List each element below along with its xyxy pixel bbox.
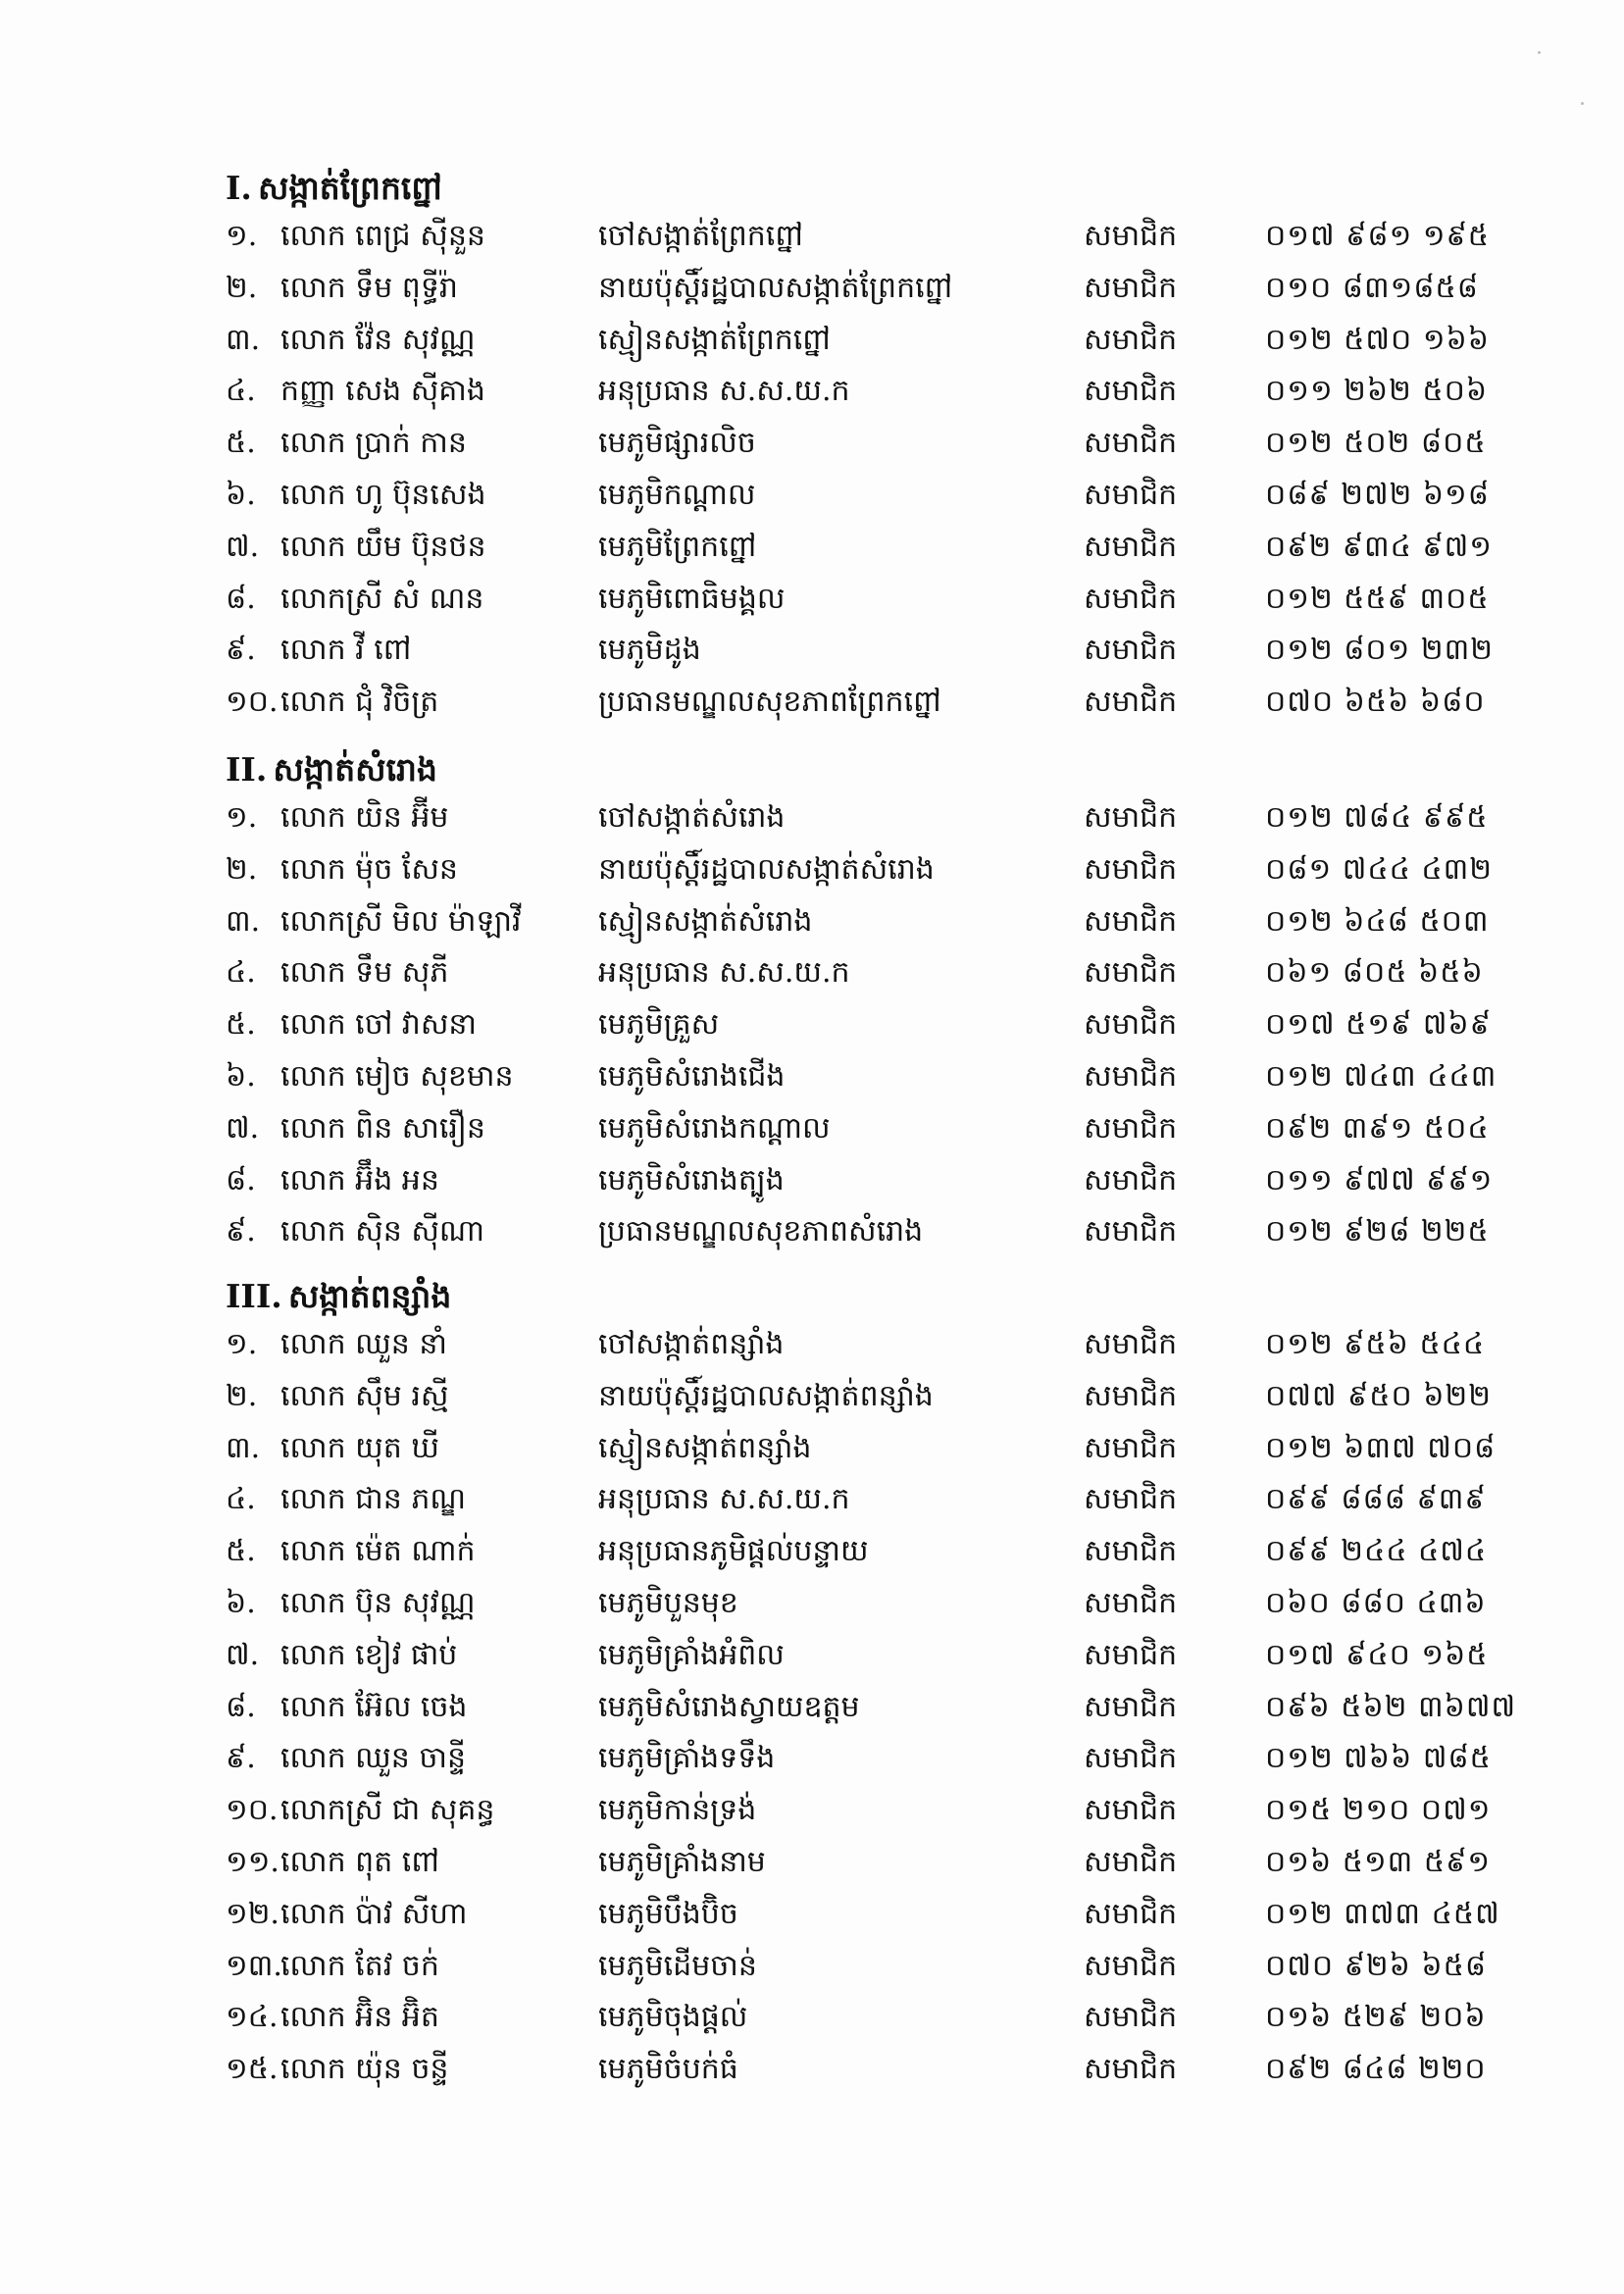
member-name: លោក ហូ ប៊ុនសេង xyxy=(280,478,486,512)
member-row xyxy=(0,211,1624,262)
member-role: សមាជិក xyxy=(1084,1690,1178,1724)
member-number: ៩. xyxy=(226,1741,256,1775)
member-name: លោក ឈួន ចាន្ទី xyxy=(280,1741,466,1775)
member-role: សមាជិក xyxy=(1084,530,1178,564)
member-row xyxy=(0,1155,1624,1206)
member-phone: ០៩២ ៨៤៨ ២២០ xyxy=(1265,2052,1487,2086)
member-number: ៩. xyxy=(226,633,256,667)
member-position: មេភូមិគ្រាំងទទឹង xyxy=(598,1741,776,1775)
member-role: សមាជិក xyxy=(1084,219,1178,253)
member-name: លោកស្រី មិល ម៉ាឡាវី xyxy=(280,904,522,939)
member-role: សមាជិក xyxy=(1084,1059,1178,1094)
member-name: លោក ប្រាក់ កាន xyxy=(280,426,467,460)
member-position: មេភូមិផ្សារលិច xyxy=(598,426,756,460)
member-position: អនុប្រធាន ស.ស.យ.ក xyxy=(598,955,850,990)
member-number: ១៣. xyxy=(226,1949,282,1983)
member-row xyxy=(0,1319,1624,1370)
member-position: មេភូមិបួនមុខ xyxy=(598,1586,738,1620)
member-name: លោក មៀច សុខមាន xyxy=(280,1059,514,1094)
member-role: សមាជិក xyxy=(1084,955,1178,990)
member-position: ស្មៀនសង្កាត់ព្រែកព្នៅ xyxy=(598,323,831,357)
member-role: សមាជិក xyxy=(1084,685,1178,719)
member-role: សមាជិក xyxy=(1084,1534,1178,1568)
section-heading xyxy=(226,1271,451,1322)
member-row xyxy=(0,1992,1624,2043)
section-title: សង្កាត់ពន្សាំង xyxy=(287,1277,452,1315)
member-row xyxy=(0,625,1624,676)
member-number: ៣. xyxy=(226,1431,261,1465)
member-number: ១១. xyxy=(226,1845,279,1879)
member-role: សមាជិក xyxy=(1084,1379,1178,1413)
member-row xyxy=(0,844,1624,895)
member-number: ១០. xyxy=(226,1793,279,1827)
member-position: នាយប៉ុស្តិ៍រដ្ឋបាលសង្កាត់សំរោង xyxy=(598,852,935,887)
member-role: សមាជិក xyxy=(1084,1586,1178,1620)
member-position: មេភូមិគ្រាំងអំពិល xyxy=(598,1638,785,1672)
member-number: ៥. xyxy=(226,1534,256,1568)
member-role: សមាជិក xyxy=(1084,1897,1178,1931)
member-position: ចៅសង្កាត់សំរោង xyxy=(598,800,786,835)
member-row xyxy=(0,1682,1624,1733)
member-phone: ០១៧ ៩៤០ ១៦៥ xyxy=(1265,1638,1489,1672)
member-position: មេភូមិគ្រួស xyxy=(598,1007,720,1042)
member-number: ១៥. xyxy=(226,2052,279,2086)
member-number: ៦. xyxy=(226,478,256,512)
member-name: លោក ជាន ភណ្ឌ xyxy=(280,1482,466,1516)
member-role: សមាជិក xyxy=(1084,2052,1178,2086)
member-phone: ០១២ ៩៥៦ ៥៤៤ xyxy=(1265,1327,1486,1361)
member-position: មេភូមិគ្រាំងនាម xyxy=(598,1845,766,1879)
member-role: សមាជិក xyxy=(1084,2000,1178,2034)
member-number: ២. xyxy=(226,271,258,305)
member-phone: ០១៦ ៥២៩ ២០៦ xyxy=(1265,2000,1487,2034)
member-role: សមាជិក xyxy=(1084,1949,1178,1983)
member-position: ប្រធានមណ្ឌលសុខភាពព្រែកព្នៅ xyxy=(598,685,941,719)
member-name: លោក ប៉ាវ សីហា xyxy=(280,1897,468,1931)
member-number: ៩. xyxy=(226,1214,256,1249)
section-roman-numeral: II. xyxy=(226,750,268,789)
member-role: សមាជិក xyxy=(1084,1163,1178,1198)
member-name: លោក ពិន សារឿន xyxy=(280,1111,485,1146)
member-phone: ០៩២ ៣៩១ ៥០៤ xyxy=(1265,1111,1490,1146)
scan-speck xyxy=(1581,102,1584,105)
member-phone: ០១៧ ៥១៩ ៧៦៩ xyxy=(1265,1007,1492,1042)
member-phone: ០៧០ ៩២៦ ៦៥៨ xyxy=(1265,1949,1488,1983)
member-name: លោក ពេជ្រ ស៊ីនួន xyxy=(280,219,485,253)
member-position: មេភូមិចំបក់ធំ xyxy=(598,2052,738,2086)
section-title: សង្កាត់ព្រែកព្នៅ xyxy=(257,169,442,207)
member-name: កញ្ញា សេង ស៊ីគាង xyxy=(280,374,485,408)
member-number: ៤. xyxy=(226,374,256,408)
member-phone: ០១៥ ២១០ ០៧១ xyxy=(1265,1793,1492,1827)
member-number: ១៤. xyxy=(226,2000,279,2034)
member-role: សមាជិក xyxy=(1084,852,1178,887)
section-heading xyxy=(226,163,442,214)
member-number: ៦. xyxy=(226,1586,256,1620)
member-number: ៨. xyxy=(226,1690,256,1724)
member-row xyxy=(0,1733,1624,1784)
member-number: ៣. xyxy=(226,904,261,939)
member-position: ស្មៀនសង្កាត់សំរោង xyxy=(598,904,813,939)
member-role: សមាជិក xyxy=(1084,904,1178,939)
member-phone: ០៦១ ៨០៥ ៦៥៦ xyxy=(1265,955,1484,990)
member-role: សមាជិក xyxy=(1084,374,1178,408)
member-position: មេភូមិសំរោងជើង xyxy=(598,1059,786,1094)
member-name: លោក តែវ ចក់ xyxy=(280,1949,439,1983)
member-row xyxy=(0,1526,1624,1577)
member-number: ១. xyxy=(226,219,258,253)
member-number: ១០. xyxy=(226,685,279,719)
member-position: មេភូមិដូង xyxy=(598,633,701,667)
member-number: ៧. xyxy=(226,530,260,564)
member-row xyxy=(0,1423,1624,1474)
member-role: សមាជិក xyxy=(1084,1638,1178,1672)
member-role: សមាជិក xyxy=(1084,800,1178,835)
member-number: ៤. xyxy=(226,955,256,990)
member-position: មេភូមិចុងផ្តល់ xyxy=(598,2000,748,2034)
member-phone: ០១១ ២៦២ ៥០៦ xyxy=(1265,374,1489,408)
member-row xyxy=(0,1206,1624,1257)
member-row xyxy=(0,677,1624,728)
member-position: អនុប្រធានភូមិផ្តល់បន្ទាយ xyxy=(598,1534,869,1568)
member-role: សមាជិក xyxy=(1084,582,1178,616)
member-number: ៦. xyxy=(226,1059,256,1094)
member-phone: ០១២ ៧៤៣ ៤៤៣ xyxy=(1265,1059,1497,1094)
member-number: ៧. xyxy=(226,1638,260,1672)
member-name: លោក ទឹម សុភី xyxy=(280,955,449,990)
member-phone: ០៧០ ៦៥៦ ៦៨០ xyxy=(1265,685,1486,719)
member-position: មេភូមិសំរោងស្វាយឧត្តម xyxy=(598,1690,860,1724)
member-row xyxy=(0,1630,1624,1681)
member-phone: ០១២ ៩២៨ ២២៥ xyxy=(1265,1214,1490,1249)
member-name: លោក ទឹម ពុទ្ធីរ៉ា xyxy=(280,271,458,305)
scan-speck xyxy=(1538,51,1541,54)
member-role: សមាជិក xyxy=(1084,426,1178,460)
member-phone: ០១២ ៥៧០ ១៦៦ xyxy=(1265,323,1490,357)
member-name: លោក ចៅ វាសនា xyxy=(280,1007,477,1042)
member-phone: ០៧៧ ៩៥០ ៦២២ xyxy=(1265,1379,1492,1413)
section-heading xyxy=(226,744,437,795)
member-phone: ០១២ ៦៣៧ ៧០៨ xyxy=(1265,1431,1497,1465)
member-position: មេភូមិដើមចាន់ xyxy=(598,1949,757,1983)
member-phone: ០៦០ ៨៨០ ៤៣៦ xyxy=(1265,1586,1487,1620)
member-name: លោក អ៊ែល ចេង xyxy=(280,1690,468,1724)
member-number: ៧. xyxy=(226,1111,260,1146)
member-position: អនុប្រធាន ស.ស.យ.ក xyxy=(598,374,850,408)
member-row xyxy=(0,522,1624,573)
member-row xyxy=(0,1051,1624,1102)
member-phone: ០១២ ៨០១ ២៣២ xyxy=(1265,633,1494,667)
member-role: សមាជិក xyxy=(1084,1214,1178,1249)
member-role: សមាជិក xyxy=(1084,633,1178,667)
member-phone: ០៨១ ៧៤៤ ៤៣២ xyxy=(1265,852,1493,887)
member-role: សមាជិក xyxy=(1084,1845,1178,1879)
member-row xyxy=(0,315,1624,366)
member-number: ៥. xyxy=(226,426,256,460)
member-phone: ០៩២ ៩៣៤ ៩៧១ xyxy=(1265,530,1493,564)
member-row xyxy=(0,1474,1624,1525)
section-title: សង្កាត់សំរោង xyxy=(273,750,437,789)
member-name: លោក ស៊ឹម រស្មី xyxy=(280,1379,449,1413)
member-name: លោក យឹម ប៊ុនថន xyxy=(280,530,486,564)
member-row xyxy=(0,1889,1624,1940)
member-phone: ០១២ ៧៦៦ ៧៨៥ xyxy=(1265,1741,1492,1775)
member-number: ១. xyxy=(226,1327,258,1361)
member-position: អនុប្រធាន ស.ស.យ.ក xyxy=(598,1482,850,1516)
member-phone: ០១២ ៣៧៣ ៤៥៧ xyxy=(1265,1897,1500,1931)
member-phone: ០១១ ៩៧៧ ៩៩១ xyxy=(1265,1163,1494,1198)
member-role: សមាជិក xyxy=(1084,1007,1178,1042)
section-roman-numeral: I. xyxy=(226,169,252,207)
member-row xyxy=(0,574,1624,625)
member-name: លោក ប៊ុន សុវណ្ណ xyxy=(280,1586,476,1620)
member-number: ៤. xyxy=(226,1482,256,1516)
member-position: មេភូមិសំរោងកណ្តាល xyxy=(598,1111,831,1146)
member-position: ចៅសង្កាត់ព្រែកព្នៅ xyxy=(598,219,803,253)
member-row xyxy=(0,366,1624,417)
member-number: ៨. xyxy=(226,1163,256,1198)
member-name: លោក ឈួន នាំ xyxy=(280,1327,447,1361)
section-roman-numeral: III. xyxy=(226,1277,282,1315)
member-phone: ០៩៩ ៨៨៨ ៩៣៩ xyxy=(1265,1482,1487,1516)
member-position: ស្មៀនសង្កាត់ពន្សាំង xyxy=(598,1431,812,1465)
member-name: លោក ខៀវ ផាប់ xyxy=(280,1638,458,1672)
member-name: លោក វ៉ែន សុវណ្ណ xyxy=(280,323,476,357)
member-phone: ០៩៦ ៥៦២ ៣៦៧៧ xyxy=(1265,1690,1517,1724)
member-row xyxy=(0,418,1624,469)
member-number: ១២. xyxy=(226,1897,279,1931)
member-role: សមាជិក xyxy=(1084,478,1178,512)
member-row xyxy=(0,2044,1624,2095)
member-position: មេភូមិព្រែកព្នៅ xyxy=(598,530,757,564)
member-row xyxy=(0,263,1624,314)
member-position: នាយប៉ុស្តិ៍រដ្ឋបាលសង្កាត់ព្រែកព្នៅ xyxy=(598,271,953,305)
member-name: លោក ជុំ វិចិត្រ xyxy=(280,685,439,719)
member-row xyxy=(0,947,1624,998)
member-position: នាយប៉ុស្តិ៍រដ្ឋបាលសង្កាត់ពន្សាំង xyxy=(598,1379,934,1413)
member-role: សមាជិក xyxy=(1084,1431,1178,1465)
member-name: លោក យុត ឃី xyxy=(280,1431,439,1465)
member-row xyxy=(0,1941,1624,1992)
member-position: ចៅសង្កាត់ពន្សាំង xyxy=(598,1327,785,1361)
member-row xyxy=(0,1371,1624,1422)
member-number: ១. xyxy=(226,800,258,835)
member-row xyxy=(0,1837,1624,1888)
member-name: លោក យ៉ុន ចន្ទី xyxy=(280,2052,449,2086)
member-role: សមាជិក xyxy=(1084,323,1178,357)
member-position: មេភូមិកណ្តាល xyxy=(598,478,756,512)
member-position: មេភូមិសំរោងត្បូង xyxy=(598,1163,785,1198)
member-phone: ០១២ ៥០២ ៨០៥ xyxy=(1265,426,1487,460)
member-row xyxy=(0,1578,1624,1629)
member-role: សមាជិក xyxy=(1084,1793,1178,1827)
member-row xyxy=(0,1785,1624,1836)
member-position: មេភូមិពោធិមង្គល xyxy=(598,582,786,616)
member-phone: ០១២ ៧៨៤ ៩៩៥ xyxy=(1265,800,1489,835)
member-name: លោក ពុត ពៅ xyxy=(280,1845,439,1879)
member-role: សមាជិក xyxy=(1084,1327,1178,1361)
member-name: លោក ស៊ិន ស៊ីណា xyxy=(280,1214,485,1249)
member-phone: ០១០ ៨៣១៨៥៨ xyxy=(1265,271,1480,305)
member-row xyxy=(0,896,1624,947)
member-name: លោក អ៊ឹង អន xyxy=(280,1163,439,1198)
member-phone: ០១២ ៥៥៩ ៣០៥ xyxy=(1265,582,1490,616)
member-phone: ០៨៩ ២៧២ ៦១៨ xyxy=(1265,478,1490,512)
member-name: លោកស្រី ជា សុគន្ធ xyxy=(280,1793,495,1827)
member-position: មេភូមិបឹងប៊ិច xyxy=(598,1897,738,1931)
member-phone: ០១៦ ៥១៣ ៥៩១ xyxy=(1265,1845,1492,1879)
member-row xyxy=(0,1103,1624,1154)
member-row xyxy=(0,792,1624,843)
member-position: មេភូមិកាន់ទ្រង់ xyxy=(598,1793,757,1827)
member-number: ៨. xyxy=(226,582,256,616)
member-phone: ០១២ ៦៤៨ ៥០៣ xyxy=(1265,904,1490,939)
member-name: លោក ម៉ុច សែន xyxy=(280,852,458,887)
member-position: ប្រធានមណ្ឌលសុខភាពសំរោង xyxy=(598,1214,924,1249)
member-name: លោក វី ពៅ xyxy=(280,633,412,667)
member-number: ២. xyxy=(226,1379,258,1413)
member-name: លោក ម៉េត ណាក់ xyxy=(280,1534,476,1568)
member-role: សមាជិក xyxy=(1084,1111,1178,1146)
member-number: ៣. xyxy=(226,323,261,357)
member-row xyxy=(0,470,1624,521)
member-name: លោក អ៊ិន អ៊ិត xyxy=(280,2000,439,2034)
member-name: លោក យិន អ៊ីម xyxy=(280,800,449,835)
member-row xyxy=(0,999,1624,1050)
member-phone: ០១៧ ៩៨១ ១៩៥ xyxy=(1265,219,1490,253)
member-phone: ០៩៩ ២៤៤ ៤៧៤ xyxy=(1265,1534,1488,1568)
member-role: សមាជិក xyxy=(1084,1741,1178,1775)
member-number: ២. xyxy=(226,852,258,887)
member-number: ៥. xyxy=(226,1007,256,1042)
member-role: សមាជិក xyxy=(1084,1482,1178,1516)
member-role: សមាជិក xyxy=(1084,271,1178,305)
member-name: លោកស្រី សំ ណន xyxy=(280,582,484,616)
